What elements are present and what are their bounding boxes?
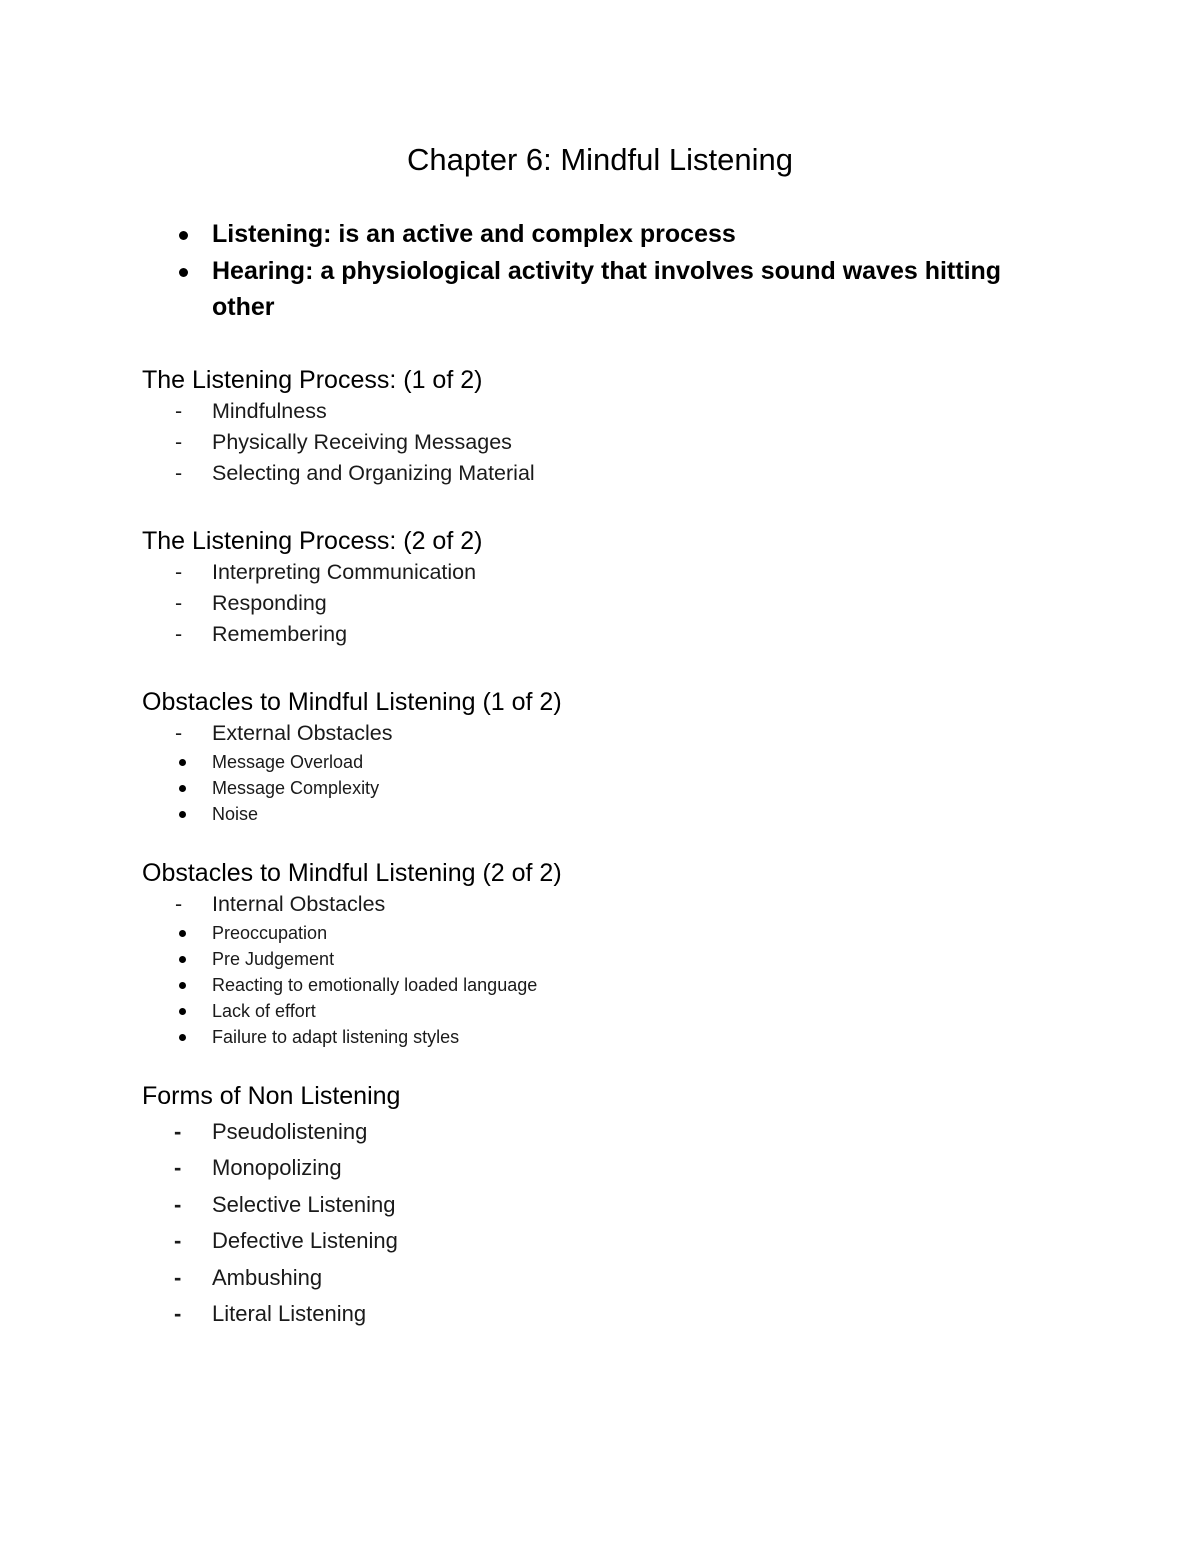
intro-item-text: Hearing: a physiological activity that involves sound waves hitting other (212, 256, 1002, 321)
bullet-dot-icon (179, 268, 188, 277)
sub-list-item-text: Preoccupation (212, 923, 328, 943)
bullet-dot-icon (179, 1034, 186, 1041)
sub-list-item (142, 946, 1142, 972)
section-heading: Forms of Non Listening (142, 1082, 401, 1110)
sub-list-item (142, 775, 1142, 801)
list-item-text: Literal Listening (212, 1301, 367, 1327)
list-item (142, 588, 1142, 619)
list-item-text: Remembering (212, 622, 348, 646)
sub-list-item (142, 920, 1142, 946)
list-item (142, 1114, 1142, 1150)
sub-list-item-text: Pre Judgement (212, 949, 335, 969)
section-heading: Obstacles to Mindful Listening (2 of 2) (142, 859, 562, 887)
list-item (142, 619, 1142, 650)
bullet-dot-icon (179, 956, 186, 963)
intro-item-text: Listening: is an active and complex process (212, 220, 736, 248)
dash-marker: - (175, 721, 183, 745)
list-item (142, 396, 1142, 427)
dash-marker: - (175, 430, 183, 454)
dash-marker: - (174, 1119, 182, 1144)
sub-list-item-text: Message Overload (212, 752, 364, 772)
dash-marker: - (174, 1155, 182, 1181)
list-item-text: Selective Listening (212, 1191, 396, 1217)
list-item (142, 557, 1142, 588)
dash-marker: - (175, 399, 183, 423)
section-obstacles-2 (142, 857, 1142, 1050)
section-listening-process-2 (142, 525, 1142, 650)
section-listening-process-1 (142, 364, 1142, 489)
sub-list-item (142, 801, 1142, 827)
sub-list-item (142, 972, 1142, 998)
dash-marker: - (174, 1228, 182, 1254)
list-item (142, 427, 1142, 458)
list-item-text: Monopolizing (212, 1155, 342, 1181)
section-forms-of-non-listening (142, 1080, 1142, 1332)
list-item-text: Ambushing (212, 1264, 323, 1290)
bullet-dot-icon (179, 231, 188, 240)
list-item (142, 1296, 1142, 1332)
list-item-text: External Obstacles (212, 721, 393, 745)
dash-marker: - (175, 461, 183, 485)
list-item-text: Interpreting Communication (212, 560, 477, 584)
sub-list-item-text: Message Complexity (212, 778, 380, 798)
list-item-text: Selecting and Organizing Material (212, 461, 535, 485)
intro-item (0, 216, 1012, 253)
sub-list-item (142, 998, 1142, 1024)
list-item (142, 889, 1142, 920)
bullet-dot-icon (179, 1008, 186, 1015)
list-item-text: Physically Receiving Messages (212, 430, 512, 454)
list-item-text: Mindfulness (212, 399, 327, 423)
list-item (142, 1150, 1142, 1186)
list-item-text: Internal Obstacles (212, 892, 386, 916)
list-item-text: Defective Listening (212, 1228, 398, 1254)
sub-list-item (142, 749, 1142, 775)
dash-marker: - (175, 591, 183, 615)
list-item-text: Responding (212, 591, 327, 615)
section-heading: Obstacles to Mindful Listening (1 of 2) (142, 688, 562, 716)
sub-list-item-text: Reacting to emotionally loaded language (212, 975, 538, 995)
dash-marker: - (175, 622, 183, 646)
sub-list-item-text: Noise (212, 804, 259, 824)
section-obstacles-1 (142, 686, 1142, 827)
bullet-dot-icon (179, 930, 186, 937)
list-item (142, 458, 1142, 489)
dash-marker: - (175, 560, 183, 584)
sub-list-item (142, 1024, 1142, 1050)
sub-list-item-text: Lack of effort (212, 1001, 316, 1021)
bullet-dot-icon (179, 785, 186, 792)
dash-marker: - (174, 1264, 182, 1290)
list-item (142, 1260, 1142, 1296)
dash-marker: - (175, 892, 183, 916)
bullet-dot-icon (179, 982, 186, 989)
page-title: Chapter 6: Mindful Listening (406, 142, 793, 177)
bullet-dot-icon (179, 759, 186, 766)
list-item (142, 1223, 1142, 1259)
section-heading: The Listening Process: (2 of 2) (142, 527, 483, 555)
sub-list-item-text: Failure to adapt listening styles (212, 1027, 460, 1047)
list-item (142, 718, 1142, 749)
section-heading: The Listening Process: (1 of 2) (142, 366, 483, 394)
intro-item (0, 253, 1012, 326)
list-item-text: Pseudolistening (212, 1119, 368, 1144)
dash-marker: - (174, 1301, 182, 1327)
list-item (142, 1187, 1142, 1223)
intro-list (0, 216, 1200, 326)
dash-marker: - (174, 1191, 182, 1217)
bullet-dot-icon (179, 811, 186, 818)
